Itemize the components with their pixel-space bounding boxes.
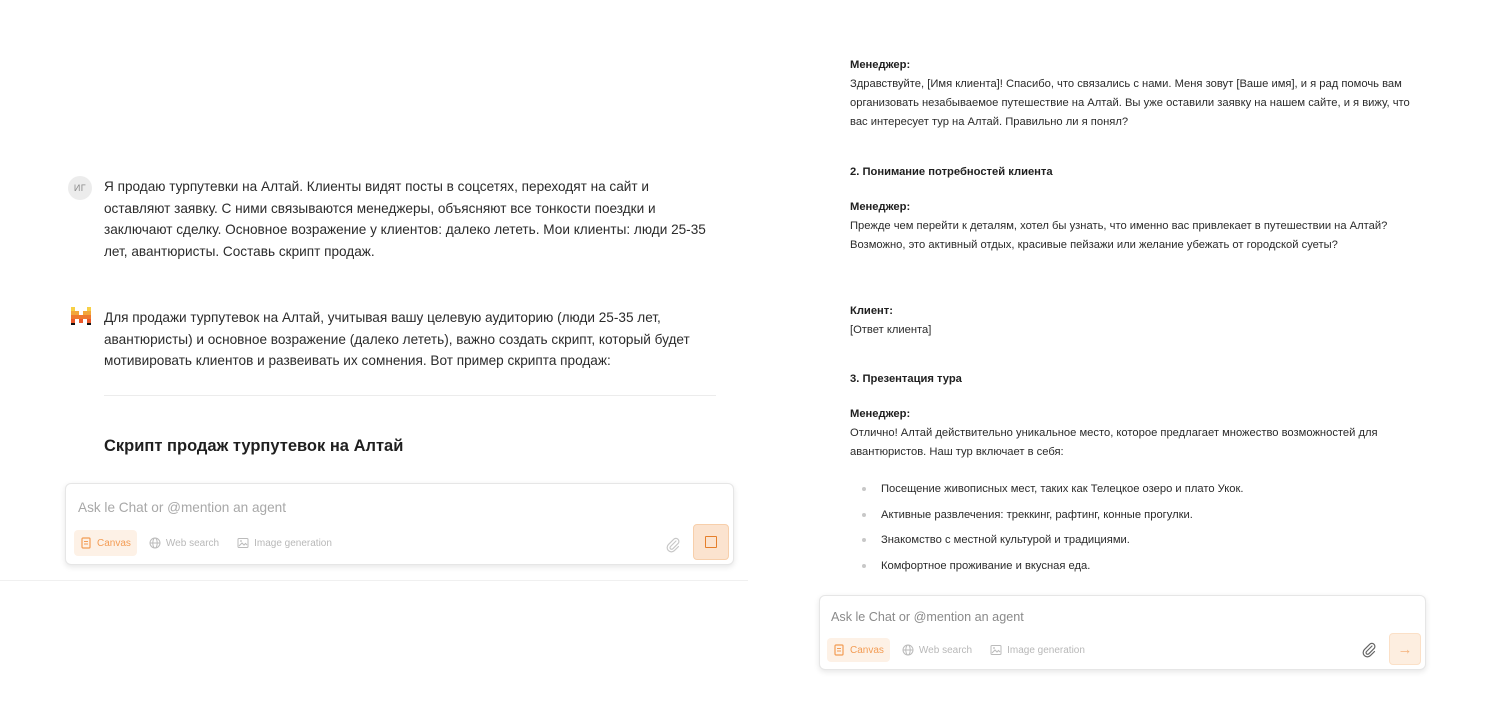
arrow-right-icon: →	[1397, 640, 1413, 658]
speaker-client: Клиент:	[850, 305, 893, 317]
web-search-toggle[interactable]	[143, 530, 225, 556]
script-heading: Скрипт продаж турпутевок на Алтай	[104, 437, 404, 455]
chat-input[interactable]: Ask le Chat or @mention an agent	[78, 500, 287, 515]
tour-features-list	[859, 479, 1244, 581]
chat-input-box[interactable]	[819, 595, 1426, 670]
web-search-toggle[interactable]	[896, 638, 978, 662]
canvas-toggle[interactable]	[827, 638, 890, 662]
client-answer: [Ответ клиента]	[850, 324, 932, 336]
globe-icon	[902, 644, 914, 656]
web-search-label: Web search	[165, 537, 220, 549]
list-item: Знакомство с местной культурой и традициями.	[859, 530, 1244, 556]
canvas-icon	[833, 644, 845, 656]
web-search-label: Web search	[918, 644, 973, 656]
list-item: Комфортное проживание и вкусная еда.	[859, 556, 1244, 582]
canvas-toggle[interactable]	[74, 530, 137, 556]
conversation-panel-left	[0, 0, 748, 580]
canvas-label: Canvas	[850, 644, 884, 656]
image-icon	[237, 537, 249, 549]
chat-input-box[interactable]	[65, 483, 734, 565]
speaker-manager: Менеджер:	[850, 408, 911, 420]
manager-greeting: Здравствуйте, [Имя клиента]! Спасибо, что связались с нами. Меня зовут [Ваше имя], и я рад помочь вам организовать незабываемое путешествие на Алтай. Вы уже оставили заявку на нашем сайте, и я вижу, что вас интересует тур на Алтай. Правильно ли я понял?	[850, 78, 1410, 128]
section-heading: 2. Понимание потребностей клиента	[850, 166, 1053, 178]
speaker-manager: Менеджер:	[850, 201, 911, 213]
image-generation-toggle[interactable]	[984, 638, 1091, 662]
stop-button[interactable]	[693, 524, 729, 560]
assistant-message: Для продажи турпутевок на Алтай, учитывая вашу целевую аудиторию (люди 25-35 лет, авантюристы) и основное возражение (далеко лететь), важно создать скрипт, который будет мотивировать клиентов и развеивать их сомнения. Вот пример скрипта продаж:	[104, 310, 690, 368]
manager-question: Прежде чем перейти к деталям, хотел бы узнать, что именно вас привлекает в путешествии на Алтай? Возможно, это активный отдых, красивые пейзажи или желание убежать от городской суеты?	[850, 220, 1388, 251]
image-generation-label: Image generation	[254, 537, 332, 549]
send-button[interactable]	[1389, 633, 1421, 665]
paperclip-icon[interactable]	[665, 537, 681, 553]
user-message: Я продаю турпутевки на Алтай. Клиенты видят посты в соцсетях, переходят на сайт и оставляют заявку. С ними связываются менеджеры, объясняют все тонкости поездки и заключают сделку. Основное возражение у клиентов: далеко лететь. Мои клиенты: люди 25-35 лет, авантюристы. Составь скрипт продаж.	[104, 179, 706, 259]
divider	[104, 395, 716, 396]
tour-presentation: Отлично! Алтай действительно уникальное место, которое предлагает множество возможностей для авантюристов. Наш тур включает в себя:	[850, 427, 1378, 458]
chat-tools	[74, 530, 338, 556]
mistral-logo-icon	[71, 307, 91, 325]
canvas-icon	[80, 537, 92, 549]
list-item: Активные развлечения: треккинг, рафтинг, конные прогулки.	[859, 505, 1244, 531]
speaker-manager: Менеджер:	[850, 59, 911, 71]
chat-tools	[827, 638, 1091, 662]
image-generation-toggle[interactable]	[231, 530, 338, 556]
image-generation-label: Image generation	[1007, 644, 1085, 656]
user-avatar: ИГ	[68, 176, 92, 200]
chat-input[interactable]: Ask le Chat or @mention an agent	[831, 610, 1024, 624]
paperclip-icon[interactable]	[1361, 642, 1377, 658]
image-icon	[990, 644, 1002, 656]
globe-icon	[149, 537, 161, 549]
panel-left-bottom	[0, 580, 748, 707]
list-item: Посещение живописных мест, таких как Телецкое озеро и плато Укок.	[859, 479, 1244, 505]
stop-icon	[705, 536, 717, 548]
section-heading: 3. Презентация тура	[850, 373, 962, 385]
canvas-label: Canvas	[97, 537, 131, 549]
